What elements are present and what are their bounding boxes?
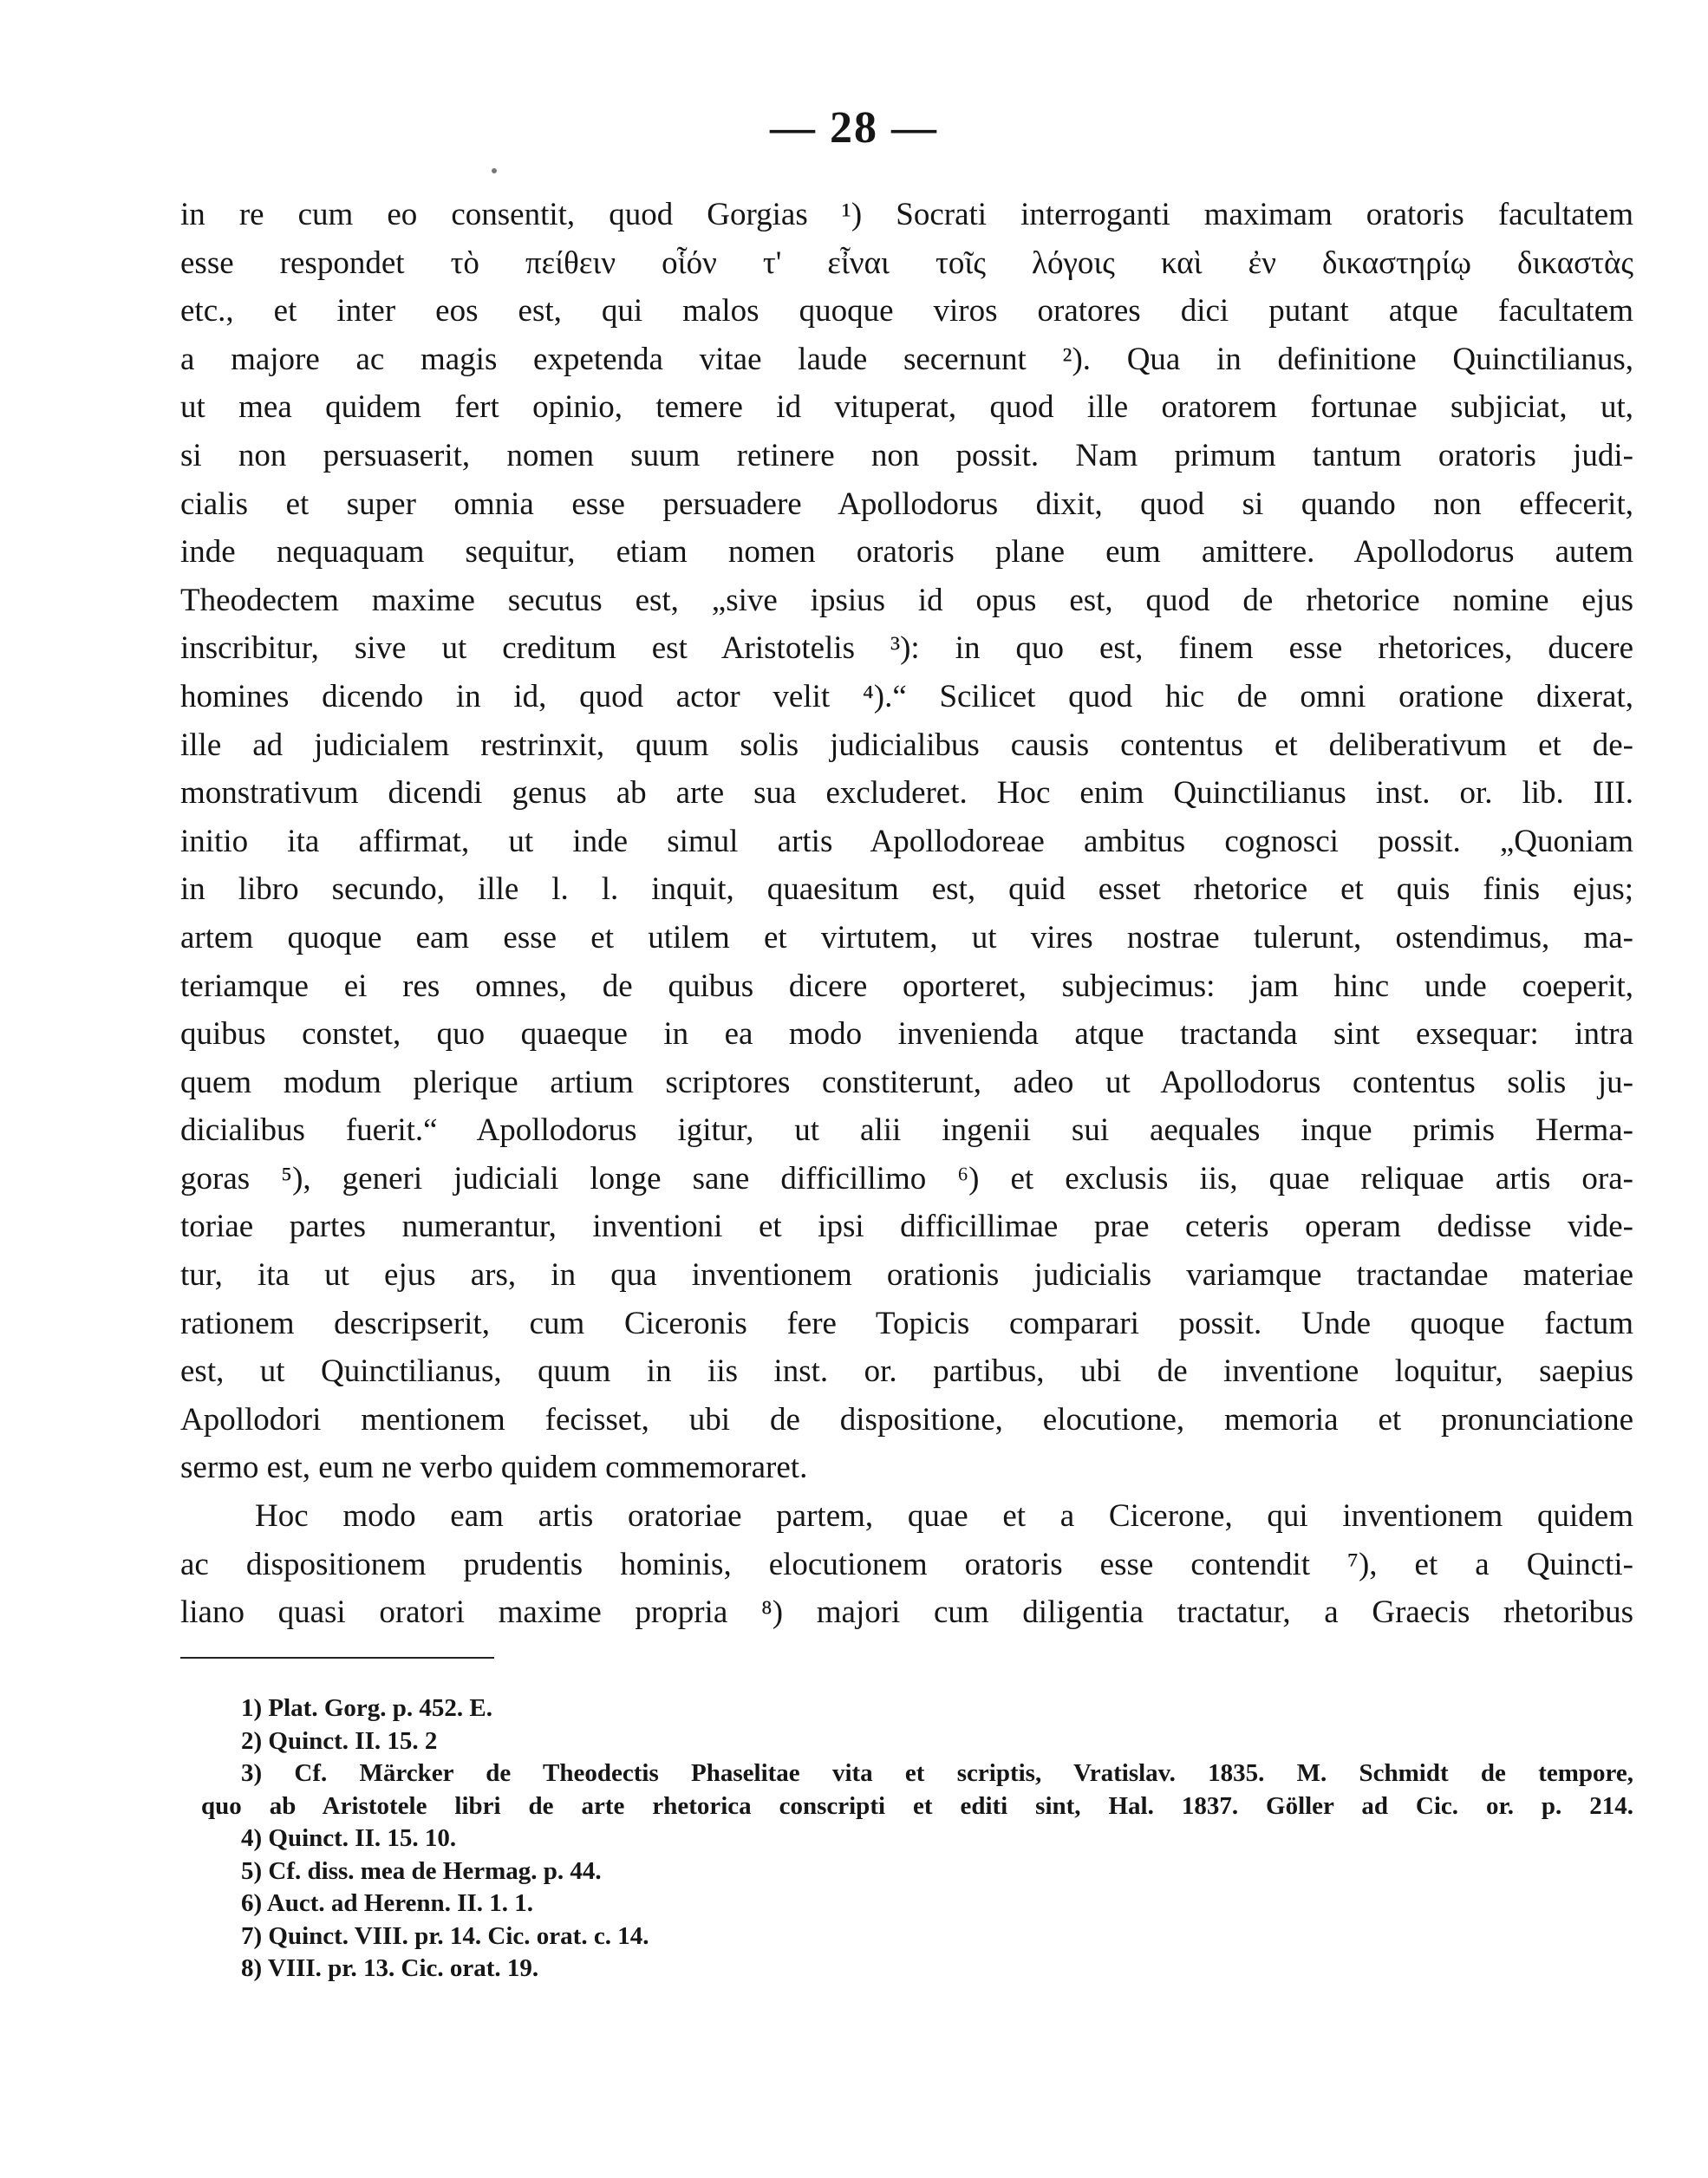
text-line: Apollodori mentionem fecisset, ubi de dispositione, elocutione, memoria et pronunciatione bbox=[180, 1401, 1633, 1438]
text-line: ac dispositionem prudentis hominis, elocutionem oratoris esse contendit ⁷), et a Quincti- bbox=[180, 1546, 1633, 1582]
text-line: quibus constet, quo quaeque in ea modo invenienda atque tractanda sint exsequar: intra bbox=[180, 1016, 1633, 1053]
text-line: esse respondet τὸ πείθειν οἷόν τ' εἶναι τοῖς λόγοις καὶ ἐν δικαστηρίῳ δικαστὰς bbox=[180, 245, 1633, 281]
text-line: toriae partes numerantur, inventioni et ipsi difficillimae prae ceteris operam dedisse vide- bbox=[180, 1209, 1633, 1245]
text-line: initio ita affirmat, ut inde simul artis Apollodoreae ambitus cognosci possit. „Quoniam bbox=[180, 823, 1633, 859]
footnotes bbox=[180, 1692, 1633, 1986]
footnote: 6) Auct. ad Herenn. II. 1. 1. bbox=[241, 1889, 534, 1917]
text-line: liano quasi oratori maxime propria ⁸) majori cum diligentia tractatur, a Graecis rhetoribus bbox=[180, 1594, 1633, 1631]
text-line: rationem descripserit, cum Ciceronis fere Topicis comparari possit. Unde quoque factum bbox=[180, 1305, 1633, 1341]
text-line: ille ad judicialem restrinxit, quum solis judicialibus causis contentus et deliberativum et de- bbox=[180, 727, 1633, 763]
text-line: etc., et inter eos est, qui malos quoque viros oratores dici putant atque facultatem bbox=[180, 293, 1633, 329]
text-line: in libro secundo, ille l. l. inquit, quaesitum est, quid esset rhetorice et quis finis ejus; bbox=[180, 871, 1633, 908]
text-line: a majore ac magis expetenda vitae laude secernunt ²). Qua in definitione Quinctilianus, bbox=[180, 341, 1633, 377]
ink-speck bbox=[492, 168, 497, 173]
text-line: goras ⁵), generi judiciali longe sane difficillimo ⁶) et exclusis iis, quae reliquae artis ora- bbox=[180, 1160, 1633, 1197]
page-number: — 28 — bbox=[770, 103, 938, 153]
text-line: tur, ita ut ejus ars, in qua inventionem orationis judicialis variamque tractandae materiae bbox=[180, 1257, 1633, 1294]
footnote: 8) VIII. pr. 13. Cic. orat. 19. bbox=[241, 1954, 539, 1982]
text-line: inscribitur, sive ut creditum est Aristotelis ³): in quo est, finem esse rhetorices, ducere bbox=[180, 630, 1633, 667]
text-line: monstrativum dicendi genus ab arte sua excluderet. Hoc enim Quinctilianus inst. or. lib. III. bbox=[180, 775, 1633, 812]
text-line: Theodectem maxime secutus est, „sive ipsius id opus est, quod de rhetorice nomine ejus bbox=[180, 582, 1633, 618]
footnote: 4) Quinct. II. 15. 10. bbox=[241, 1824, 457, 1852]
footnote-divider bbox=[180, 1657, 494, 1659]
text-line: est, ut Quinctilianus, quum in iis inst. or. partibus, ubi de inventione loquitur, saepius bbox=[180, 1353, 1633, 1390]
text-line: teriamque ei res omnes, de quibus dicere oporteret, subjecimus: jam hinc unde coeperit, bbox=[180, 968, 1633, 1004]
text-line: homines dicendo in id, quod actor velit ⁴).“ Scilicet quod hic de omni oratione dixerat, bbox=[180, 678, 1633, 714]
text-line: si non persuaserit, nomen suum retinere non possit. Nam primum tantum oratoris judi- bbox=[180, 437, 1633, 473]
paragraph-start-line: Hoc modo eam artis oratoriae partem, quae et a Cicerone, qui inventionem quidem bbox=[255, 1498, 1633, 1535]
footnote: 1) Plat. Gorg. p. 452. E. bbox=[241, 1694, 492, 1722]
text-line: ut mea quidem fert opinio, temere id vituperat, quod ille oratorem fortunae subjiciat, ut, bbox=[180, 389, 1633, 426]
footnote: 2) Quinct. II. 15. 2 bbox=[241, 1726, 438, 1755]
text-line: in re cum eo consentit, quod Gorgias ¹) Socrati interroganti maximam oratoris facultatem bbox=[180, 197, 1633, 232]
footnote: 3) Cf. Märcker de Theodectis Phaselitae vita et scriptis, Vratislav. 1835. M. Schmidt de tempore, bbox=[241, 1759, 1633, 1787]
footnote: 5) Cf. diss. mea de Hermag. p. 44. bbox=[241, 1856, 602, 1885]
text-line: dicialibus fuerit.“ Apollodorus igitur, ut alii ingenii sui aequales inque primis Herma- bbox=[180, 1112, 1633, 1149]
footnote-continuation: quo ab Aristotele libri de arte rhetorica conscripti et editi sint, Hal. 1837. Göller ad Cic. or. p. 214. bbox=[201, 1791, 1633, 1820]
paragraph-end-line: sermo est, eum ne verbo quidem commemoraret. bbox=[180, 1450, 808, 1486]
body-text bbox=[180, 191, 1633, 1637]
text-line: inde nequaquam sequitur, etiam nomen oratoris plane eum amittere. Apollodorus autem bbox=[180, 534, 1633, 571]
text-line: cialis et super omnia esse persuadere Apollodorus dixit, quod si quando non effecerit, bbox=[180, 486, 1633, 522]
text-line: artem quoque eam esse et utilem et virtutem, ut vires nostrae tulerunt, ostendimus, ma- bbox=[180, 919, 1633, 955]
text-line: quem modum plerique artium scriptores constiterunt, adeo ut Apollodorus contentus solis ju- bbox=[180, 1064, 1633, 1100]
footnote: 7) Quinct. VIII. pr. 14. Cic. orat. c. 14. bbox=[241, 1921, 649, 1950]
